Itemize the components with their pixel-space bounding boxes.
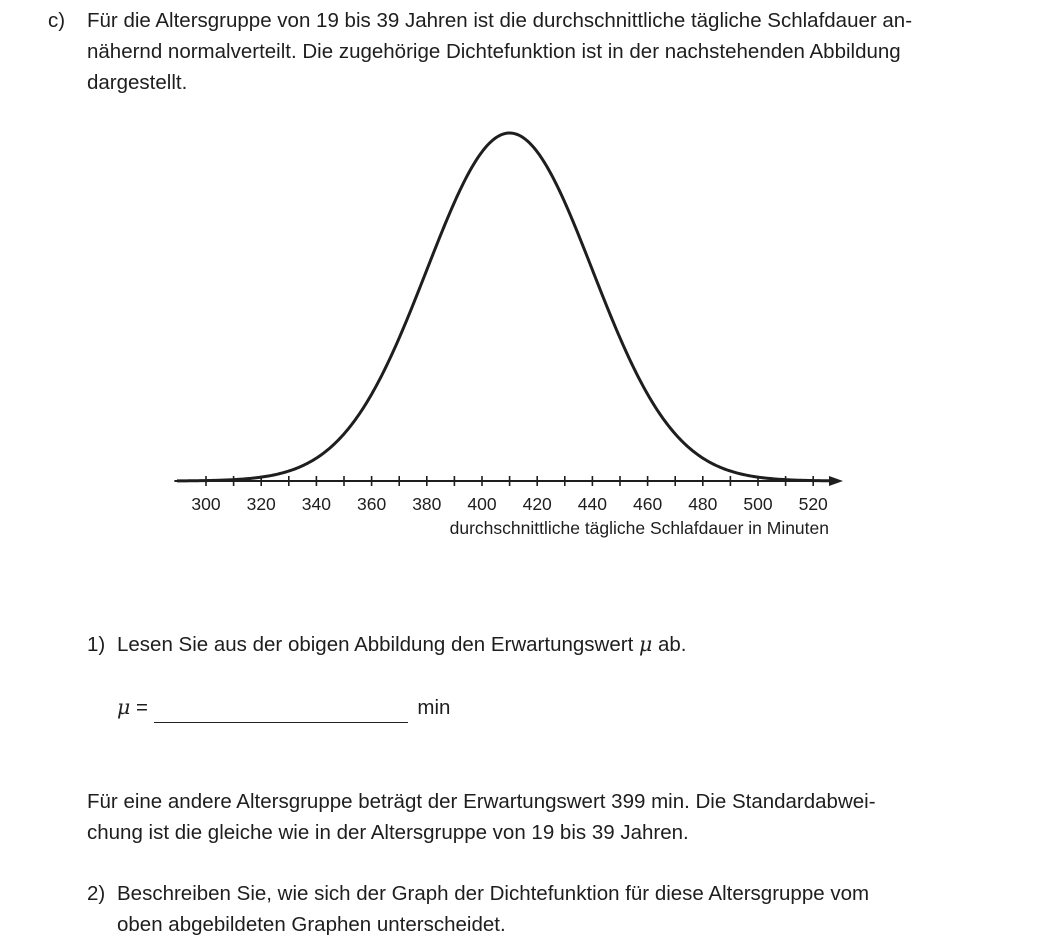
task2-line: Beschreiben Sie, wie sich der Graph der Dichtefunktion für diese Altersgruppe vom xyxy=(117,882,870,905)
x-tick-label: 340 xyxy=(301,494,332,514)
x-tick-label: 400 xyxy=(467,494,497,514)
task1-number: 1) xyxy=(87,633,106,656)
task1-prompt-end: ab. xyxy=(658,633,687,656)
task2-number: 2) xyxy=(87,882,106,905)
intermediate-line: Für eine andere Altersgruppe beträgt der Erwartungswert 399 min. Die Standardabwei- xyxy=(87,790,876,813)
part-label: c) xyxy=(48,9,66,32)
x-tick-label: 460 xyxy=(632,494,663,514)
task2-line: oben abgebildeten Graphen unterscheidet. xyxy=(117,913,506,936)
x-axis-label: durchschnittliche tägliche Schlafdauer in Minuten xyxy=(449,518,829,538)
intermediate-text xyxy=(87,786,876,848)
x-tick-label: 500 xyxy=(743,494,773,514)
x-tick-labels xyxy=(191,494,828,514)
answer-row xyxy=(117,692,450,723)
x-tick-label: 320 xyxy=(246,494,276,514)
intro-line: nähernd normalverteilt. Die zugehörige Dichtefunktion ist in der nachstehenden Abbildung xyxy=(87,40,901,63)
equals-sign: = xyxy=(136,696,149,719)
mu-symbol: μ xyxy=(638,632,653,656)
x-tick-label: 440 xyxy=(577,494,608,514)
x-tick-label: 380 xyxy=(412,494,442,514)
density-curve xyxy=(177,133,836,481)
x-tick-label: 420 xyxy=(522,494,552,514)
x-tick-label: 480 xyxy=(688,494,718,514)
x-tick-label: 300 xyxy=(191,494,221,514)
intro-line: Für die Altersgruppe von 19 bis 39 Jahren ist die durchschnittliche tägliche Schlafdauer an- xyxy=(87,9,913,32)
task1-prompt xyxy=(117,629,687,660)
x-tick-label: 360 xyxy=(356,494,387,514)
mu-answer-blank[interactable] xyxy=(154,702,408,723)
task2-text xyxy=(117,878,869,940)
x-tick-label: 520 xyxy=(798,494,828,514)
intermediate-line: chung ist die gleiche wie in der Altersgruppe von 19 bis 39 Jahren. xyxy=(87,821,689,844)
intro-line: dargestellt. xyxy=(87,71,188,94)
unit-label: min xyxy=(417,696,451,719)
mu-symbol: μ xyxy=(117,695,131,719)
task1-prompt-text: Lesen Sie aus der obigen Abbildung den Erwartungswert xyxy=(117,633,634,656)
